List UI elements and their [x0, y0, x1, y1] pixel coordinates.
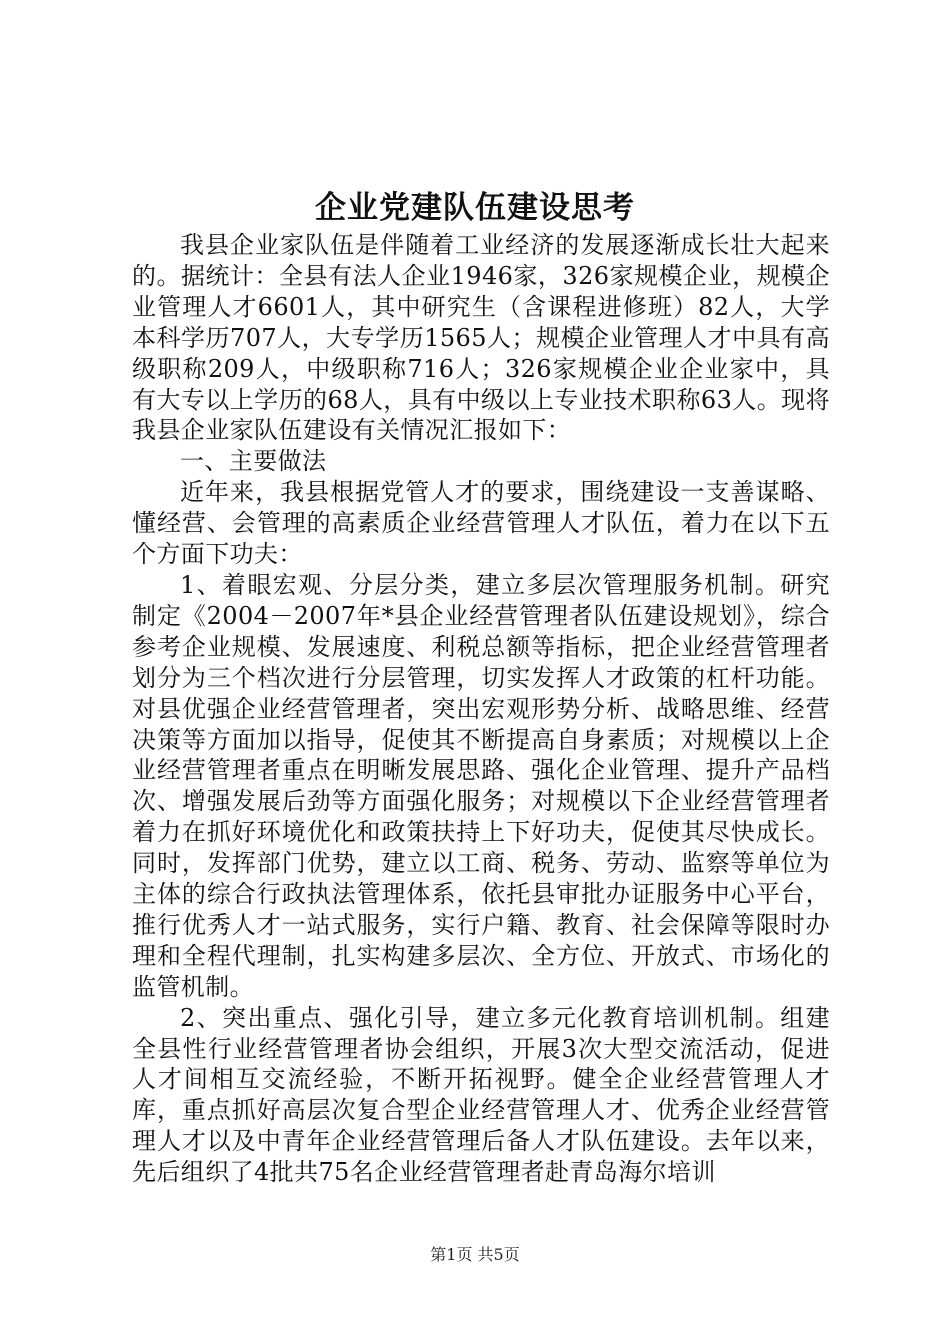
document-body — [132, 230, 830, 1188]
paragraph-intro: 我县企业家队伍是伴随着工业经济的发展逐渐成长壮大起来的。据统计：全县有法人企业1946家，326家规模企业，规模企业管理人才6601人，其中研究生（含课程进修班）82人，大学本科学历707人，大专学历1565人；规模企业管理人才中具有高级职称209人，中级职称716人；326家规模企业企业家中，具有大专以上学历的68人，具有中级以上专业技术职称63人。现将我县企业家队伍建设有关情况汇报如下： — [132, 231, 830, 445]
page-footer: 第1页 共5页 — [430, 1245, 520, 1264]
heading-main-practices: 一、主要做法 — [180, 447, 327, 476]
document-title: 企业党建队伍建设思考 — [315, 190, 635, 226]
paragraph-overview: 近年来，我县根据党管人才的要求，围绕建设一支善谋略、懂经营、会管理的高素质企业经营管理人才队伍，着力在以下五个方面下功夫： — [132, 478, 830, 569]
paragraph-item-2: 2、突出重点、强化引导，建立多元化教育培训机制。组建全县性行业经营管理者协会组织，开展3次大型交流活动，促进人才间相互交流经验，不断开拓视野。健全企业经营管理人才库，重点抓好高层次复合型企业经营管理人才、优秀企业经营管理人才以及中青年企业经营管理后备人才队伍建设。去年以来，先后组织了4批共75名企业经营管理者赴青岛海尔培训 — [132, 1003, 830, 1187]
paragraph-item-1: 1、着眼宏观、分层分类，建立多层次管理服务机制。研究制定《2004－2007年*县企业经营管理者队伍建设规划》，综合参考企业规模、发展速度、利税总额等指标，把企业经营管理者划分为三个档次进行分层管理，切实发挥人才政策的杠杆功能。对县优强企业经营管理者，突出宏观形势分析、战略思维、经营决策等方面加以指导，促使其不断提高自身素质；对规模以上企业经营管理者重点在明晰发展思路、强化企业管理、提升产品档次、增强发展后劲等方面强化服务；对规模以下企业经营管理者着力在抓好环境优化和政策扶持上下好功夫，促使其尽快成长。同时，发挥部门优势，建立以工商、税务、劳动、监察等单位为主体的综合行政执法管理体系，依托县审批办证服务中心平台，推行优秀人才一站式服务，实行户籍、教育、社会保障等限时办理和全程代理制，扎实构建多层次、全方位、开放式、市场化的监管机制。 — [132, 570, 830, 1001]
